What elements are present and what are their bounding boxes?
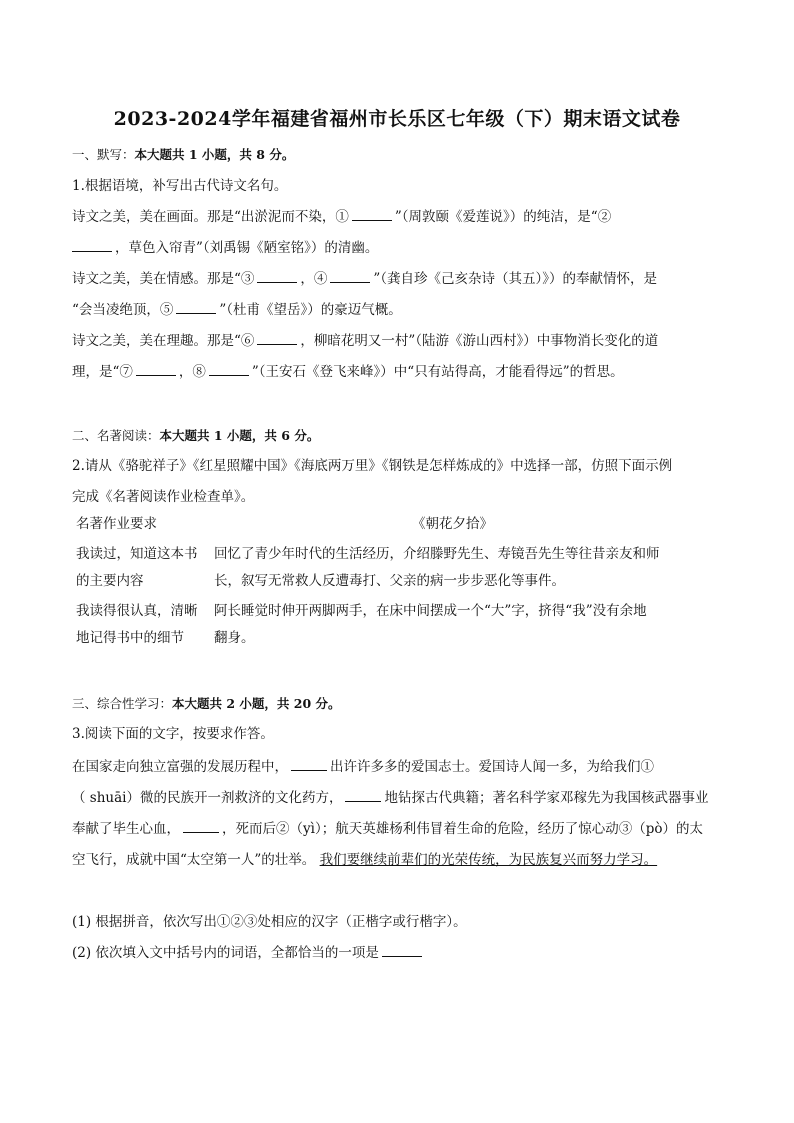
answer-blank[interactable]	[345, 789, 381, 802]
section-prefix: 一、默写：	[72, 147, 135, 162]
q1-line-2: ，草色入帘青”（刘禹锡《陋室铭》）的清幽。	[72, 238, 724, 258]
q3-para-2: （ shuāi）微的民族开一剂救济的文化药方， 地钻探古代典籍；著名科学家邓稼先为我国核武器事业	[72, 790, 709, 806]
answer-blank[interactable]	[136, 363, 176, 376]
section-desc: 本大题共 1 小题，共 8 分。	[134, 147, 295, 162]
answer-blank[interactable]	[209, 363, 249, 376]
section-prefix: 二、名著阅读：	[72, 428, 160, 443]
q3-stem: 3.阅读下面的文字，按要求作答。	[72, 726, 274, 742]
table-cell: 阿长睡觉时伸开两脚两手，在床中间摆成一个“大”字，挤得“我”没有余地	[214, 603, 647, 619]
answer-blank[interactable]	[183, 820, 219, 833]
answer-blank[interactable]	[257, 270, 297, 283]
q1-line-5: 诗文之美，美在理趣。那是“⑥ ，柳暗花明又一村”（陆游《游山西村》）中事物消长变化的道	[72, 333, 659, 349]
section-desc: 本大题共 2 小题，共 20 分。	[172, 696, 341, 711]
q1-line-4: “会当凌绝顶，⑤ ”（杜甫《望岳》）的豪迈气概。	[72, 302, 402, 318]
table-cell: 我读得很认真，清晰	[76, 603, 198, 619]
q3-para-4: 空飞行，成就中国“太空第一人”的壮举。 我们要继续前辈们的光荣传统，为民族复兴而努力学习。	[72, 852, 658, 868]
table-cell: 长，叙写无常救人反遭毒打、父亲的病一步步恶化等事件。	[214, 573, 565, 589]
answer-blank[interactable]	[382, 944, 422, 957]
q3-para-3: 奉献了毕生心血， ，死而后②（yì）；航天英雄杨利伟冒着生命的危险，经历了惊心动③（pò）的太	[72, 821, 703, 837]
answer-blank[interactable]	[352, 208, 392, 221]
section-desc: 本大题共 1 小题，共 6 分。	[159, 428, 320, 443]
section-prefix: 三、综合性学习：	[72, 696, 173, 711]
section-heading-1	[72, 145, 724, 165]
section-heading-2	[72, 426, 724, 446]
table-header-book: 《朝花夕拾》	[412, 516, 493, 532]
answer-blank[interactable]	[72, 239, 112, 252]
q2-line-2: 完成《名著阅读作业检查单》。	[72, 489, 255, 505]
underlined-sentence: 我们要继续前辈们的光荣传统，为民族复兴而努力学习。	[319, 852, 658, 868]
answer-blank[interactable]	[257, 332, 297, 345]
answer-blank[interactable]	[330, 270, 370, 283]
answer-blank[interactable]	[291, 758, 327, 771]
table-header-requirement: 名著作业要求	[76, 516, 157, 532]
q1-stem: 1.根据语境，补写出古代诗文名句。	[72, 178, 288, 194]
q3-sub-1: (1) 根据拼音，依次写出①②③处相应的汉字（正楷字或行楷字）。	[72, 914, 467, 930]
q1-line-1: 诗文之美，美在画面。那是“出淤泥而不染，① ”（周敦颐《爱莲说》）的纯洁，是“②	[72, 209, 612, 225]
q3-sub-2: (2) 依次填入文中括号内的词语，全都恰当的一项是	[72, 943, 724, 963]
q1-line-3: 诗文之美，美在情感。那是“③ ，④ ”（龚自珍《己亥杂诗（其五）》）的奉献情怀，是	[72, 271, 658, 287]
table-cell: 地记得书中的细节	[76, 630, 184, 646]
table-cell: 的主要内容	[76, 573, 144, 589]
table-cell: 回忆了青少年时代的生活经历，介绍滕野先生、寿镜吾先生等往昔亲友和师	[214, 546, 660, 562]
q3-para-1: 在国家走向独立富强的发展历程中， 出许许多多的爱国志士。爱国诗人闻一多，为给我们①	[72, 759, 654, 775]
q1-line-6: 理，是“⑦ ，⑧ ”（王安石《登飞来峰》）中“只有站得高，才能看得远”的哲思。	[72, 364, 624, 380]
section-heading-3	[72, 694, 724, 714]
answer-blank[interactable]	[176, 301, 216, 314]
q2-line-1: 2.请从《骆驼祥子》《红星照耀中国》《海底两万里》《钢铁是怎样炼成的》中选择一部，仿照下面示例	[72, 458, 673, 474]
page-title: 2023-2024学年福建省福州市长乐区七年级（下）期末语文试卷	[113, 108, 681, 130]
table-cell: 我读过，知道这本书	[76, 546, 198, 562]
table-cell: 翻身。	[214, 630, 255, 646]
